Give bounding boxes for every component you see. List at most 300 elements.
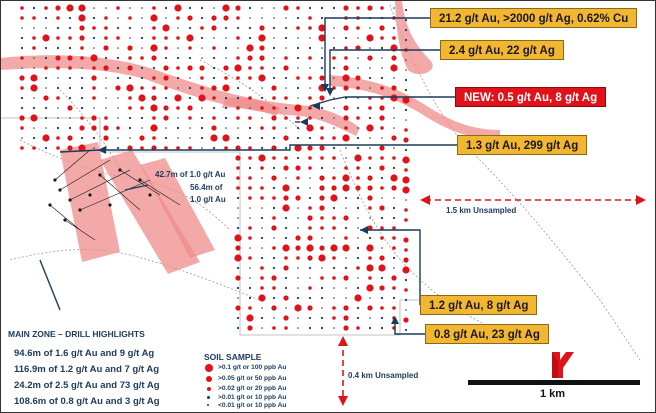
soil-sample-point xyxy=(306,244,313,251)
soil-sample-point xyxy=(284,326,288,330)
soil-sample-point xyxy=(42,34,49,41)
soil-sample-point xyxy=(259,25,264,30)
soil-sample-point xyxy=(225,97,227,99)
soil-sample-point xyxy=(188,46,192,50)
soil-sample-point xyxy=(297,67,299,69)
soil-sample-point xyxy=(213,37,215,39)
soil-sample-point xyxy=(44,66,48,70)
soil-sample-point xyxy=(333,7,335,9)
soil-sample-point xyxy=(393,127,395,129)
soil-sample-point xyxy=(81,77,83,79)
soil-sample-point xyxy=(381,57,383,59)
soil-sample-point xyxy=(236,176,240,180)
soil-sample-point xyxy=(177,77,179,79)
soil-sample-point xyxy=(261,117,263,119)
soil-sample-point xyxy=(381,177,383,179)
soil-sample-point xyxy=(141,127,143,129)
soil-sample-point xyxy=(249,167,251,169)
soil-sample-point xyxy=(381,277,383,279)
soil-sample-point xyxy=(115,85,120,90)
soil-sample-point xyxy=(345,287,347,289)
soil-sample-point xyxy=(261,227,263,229)
soil-sample-point xyxy=(283,315,288,320)
soil-sample-point xyxy=(284,96,288,100)
soil-sample-point xyxy=(297,287,299,289)
soil-sample-point xyxy=(248,176,252,180)
soil-sample-point xyxy=(151,55,156,60)
soil-sample-point xyxy=(285,147,287,149)
soil-sample-point xyxy=(237,327,239,329)
soil-sample-point xyxy=(127,45,132,50)
legend-dot-small xyxy=(207,387,211,391)
soil-sample-point xyxy=(273,187,275,189)
soil-sample-point xyxy=(199,65,204,70)
soil-sample-point xyxy=(405,19,407,21)
soil-sample-point xyxy=(333,37,335,39)
soil-sample-point xyxy=(201,57,203,59)
soil-sample-point xyxy=(177,127,179,129)
soil-sample-point xyxy=(381,137,383,139)
soil-sample-point xyxy=(127,65,132,70)
soil-sample-point xyxy=(354,154,361,161)
soil-sample-point xyxy=(259,55,264,60)
soil-sample-point xyxy=(189,127,191,129)
soil-sample-point xyxy=(177,47,179,49)
soil-sample-point xyxy=(200,86,204,90)
soil-sample-point xyxy=(333,267,335,269)
soil-sample-point xyxy=(332,256,336,260)
soil-sample-point xyxy=(369,297,371,299)
soil-sample-point xyxy=(57,87,59,89)
soil-sample-point xyxy=(152,36,156,40)
soil-sample-point xyxy=(369,237,371,239)
soil-sample-point xyxy=(309,277,311,279)
soil-sample-point xyxy=(69,127,71,129)
soil-sample-point xyxy=(343,105,348,110)
drill-highlights-title: MAIN ZONE – DRILL HIGHLIGHTS xyxy=(8,329,145,339)
soil-sample-point xyxy=(368,156,372,160)
soil-sample-point xyxy=(237,127,239,129)
soil-sample-point xyxy=(141,47,143,49)
soil-sample-point xyxy=(33,107,35,109)
soil-sample-point xyxy=(117,17,119,19)
soil-sample-point xyxy=(319,145,324,150)
soil-sample-point xyxy=(381,47,383,49)
soil-sample-point xyxy=(356,166,360,170)
soil-sample-point xyxy=(43,95,48,100)
soil-sample-point xyxy=(405,69,407,71)
soil-sample-point xyxy=(141,67,143,69)
soil-sample-point xyxy=(369,327,371,329)
soil-sample-point xyxy=(248,196,252,200)
soil-sample-point xyxy=(44,6,48,10)
soil-sample-point xyxy=(117,137,119,139)
soil-sample-point xyxy=(308,96,312,100)
soil-sample-point xyxy=(333,127,335,129)
soil-sample-point xyxy=(189,77,191,79)
soil-sample-point xyxy=(309,327,311,329)
soil-sample-point xyxy=(379,105,384,110)
soil-sample-point xyxy=(354,294,361,301)
soil-sample-point xyxy=(249,137,251,139)
soil-sample-point xyxy=(308,226,312,230)
soil-sample-point xyxy=(393,217,395,219)
north-arrow-icon xyxy=(552,352,574,378)
soil-sample-point xyxy=(343,5,348,10)
soil-sample-point xyxy=(273,257,275,259)
soil-sample-point xyxy=(21,47,23,49)
soil-sample-point xyxy=(57,47,59,49)
soil-sample-point xyxy=(57,127,59,129)
soil-sample-point xyxy=(296,116,300,120)
soil-sample-point xyxy=(237,267,239,269)
soil-sample-point xyxy=(273,167,275,169)
soil-sample-point xyxy=(176,146,180,150)
soil-sample-point xyxy=(117,47,119,49)
soil-sample-point xyxy=(356,6,360,10)
soil-sample-point xyxy=(140,106,144,110)
soil-sample-point xyxy=(369,117,371,119)
soil-sample-point xyxy=(297,57,299,59)
soil-sample-point xyxy=(163,65,168,70)
soil-sample-point xyxy=(201,127,203,129)
soil-sample-point xyxy=(309,87,311,89)
soil-sample-point xyxy=(355,75,360,80)
soil-sample-point xyxy=(273,297,275,299)
soil-sample-point xyxy=(69,87,71,89)
soil-sample-point xyxy=(236,116,240,120)
soil-sample-point xyxy=(92,26,96,30)
soil-sample-point xyxy=(357,207,359,209)
soil-sample-point xyxy=(307,215,312,220)
soil-sample-point xyxy=(296,256,300,260)
soil-sample-point xyxy=(381,247,383,249)
soil-sample-point xyxy=(237,297,239,299)
soil-sample-point xyxy=(357,287,359,289)
soil-sample-point xyxy=(405,59,407,61)
soil-sample-point xyxy=(297,127,299,129)
soil-sample-point xyxy=(105,97,107,99)
soil-sample-point xyxy=(201,17,203,19)
soil-sample-point xyxy=(187,15,192,20)
soil-sample-point xyxy=(369,87,371,89)
soil-sample-point xyxy=(213,67,215,69)
soil-sample-point xyxy=(405,279,407,281)
soil-sample-point xyxy=(282,244,289,251)
soil-sample-point xyxy=(344,46,348,50)
soil-sample-point xyxy=(321,267,323,269)
soil-sample-point xyxy=(333,117,335,119)
soil-sample-point xyxy=(93,7,95,9)
soil-sample-point xyxy=(189,137,191,139)
soil-sample-point xyxy=(237,207,239,209)
soil-sample-point xyxy=(261,317,263,319)
soil-sample-point xyxy=(296,76,300,80)
soil-sample-point xyxy=(308,56,312,60)
soil-sample-point xyxy=(404,168,408,172)
soil-sample-point xyxy=(129,137,131,139)
soil-sample-point xyxy=(344,56,348,60)
drill-highlight-4: 108.6m of 0.8 g/t Au and 3 g/t Ag xyxy=(14,396,160,407)
soil-sample-point xyxy=(261,87,263,89)
soil-sample-point xyxy=(176,106,180,110)
soil-sample-point xyxy=(236,76,240,80)
soil-sample-point xyxy=(403,257,408,262)
soil-sample-point xyxy=(380,6,384,10)
soil-sample-point xyxy=(139,135,144,140)
soil-sample-point xyxy=(309,177,311,179)
soil-sample-point xyxy=(404,248,408,252)
soil-sample-point xyxy=(285,307,287,309)
soil-sample-point xyxy=(237,97,239,99)
soil-sample-point xyxy=(42,134,49,141)
soil-sample-point xyxy=(356,176,360,180)
soil-sample-point xyxy=(368,106,372,110)
soil-sample-point xyxy=(20,146,24,150)
soil-sample-point xyxy=(342,174,349,181)
soil-sample-point xyxy=(297,37,299,39)
soil-sample-point xyxy=(117,97,119,99)
soil-sample-point xyxy=(105,87,107,89)
soil-sample-point xyxy=(404,288,408,292)
soil-sample-point xyxy=(380,226,384,230)
soil-sample-point xyxy=(260,266,264,270)
soil-sample-point xyxy=(19,75,24,80)
soil-sample-point xyxy=(235,305,240,310)
soil-sample-point xyxy=(248,226,252,230)
callout-assay-new: NEW: 0.5 g/t Au, 8 g/t Ag xyxy=(455,87,606,107)
soil-sample-point xyxy=(164,36,168,40)
soil-sample-point xyxy=(273,7,275,9)
soil-sample-point xyxy=(45,117,47,119)
soil-sample-point xyxy=(367,5,372,10)
soil-sample-point xyxy=(104,36,108,40)
soil-sample-point xyxy=(249,27,251,29)
soil-sample-point xyxy=(345,147,347,149)
soil-sample-point xyxy=(223,15,228,20)
soil-sample-point xyxy=(33,57,35,59)
soil-sample-point xyxy=(105,57,107,59)
soil-sample-point xyxy=(308,26,312,30)
soil-sample-point xyxy=(33,127,35,129)
soil-sample-point xyxy=(66,4,73,11)
soil-sample-point xyxy=(117,67,119,69)
soil-sample-point xyxy=(405,119,407,121)
soil-sample-point xyxy=(381,67,383,69)
soil-sample-point xyxy=(234,254,241,261)
soil-sample-point xyxy=(321,47,323,49)
scale-bar xyxy=(468,380,640,385)
soil-sample-point xyxy=(117,27,119,29)
soil-sample-point xyxy=(150,124,157,131)
soil-sample-point xyxy=(249,7,251,9)
soil-sample-point xyxy=(333,27,335,29)
soil-sample-point xyxy=(333,287,335,289)
soil-sample-point xyxy=(297,187,299,189)
soil-sample-point xyxy=(177,137,179,139)
soil-sample-point xyxy=(284,116,288,120)
soil-sample-point xyxy=(366,244,373,251)
soil-sample-point xyxy=(20,16,24,20)
soil-sample-point xyxy=(392,236,396,240)
soil-sample-point xyxy=(211,25,216,30)
soil-sample-point xyxy=(78,14,85,21)
soil-sample-point xyxy=(283,195,288,200)
soil-sample-point xyxy=(342,134,349,141)
soil-sample-point xyxy=(177,117,179,119)
soil-sample-point xyxy=(140,56,144,60)
soil-sample-point xyxy=(117,77,119,79)
soil-sample-point xyxy=(235,5,240,10)
soil-sample-point xyxy=(222,134,229,141)
soil-sample-point xyxy=(93,47,95,49)
soil-sample-point xyxy=(92,86,96,90)
soil-sample-point xyxy=(333,147,335,149)
soil-sample-point xyxy=(283,165,288,170)
soil-sample-point xyxy=(248,76,252,80)
soil-sample-point xyxy=(332,276,336,280)
soil-sample-point xyxy=(405,79,407,81)
soil-sample-point xyxy=(80,116,84,120)
soil-sample-point xyxy=(330,244,337,251)
soil-sample-point xyxy=(344,236,348,240)
soil-sample-point xyxy=(260,126,264,130)
soil-sample-point xyxy=(140,146,144,150)
soil-sample-point xyxy=(138,94,145,101)
soil-sample-point xyxy=(308,286,312,290)
soil-sample-point xyxy=(188,116,192,120)
soil-sample-point xyxy=(249,17,251,19)
soil-sample-point xyxy=(261,147,263,149)
soil-sample-point xyxy=(237,287,239,289)
soil-sample-point xyxy=(285,177,287,179)
soil-sample-point xyxy=(259,45,264,50)
soil-sample-point xyxy=(128,56,132,60)
soil-sample-point xyxy=(164,46,168,50)
soil-sample-point xyxy=(320,226,324,230)
soil-sample-point xyxy=(212,116,216,120)
soil-sample-point xyxy=(297,227,299,229)
soil-sample-point xyxy=(141,77,143,79)
soil-sample-point xyxy=(236,106,240,110)
soil-sample-point xyxy=(356,116,360,120)
legend-dot-large xyxy=(205,364,213,372)
legend-dot-navy xyxy=(207,396,210,399)
soil-sample-point xyxy=(379,285,384,290)
soil-sample-point xyxy=(32,16,36,20)
soil-sample-point xyxy=(222,4,229,11)
soil-sample-point xyxy=(309,317,311,319)
soil-sample-point xyxy=(249,247,251,249)
soil-sample-point xyxy=(356,326,360,330)
soil-sample-point xyxy=(294,304,301,311)
soil-sample-point xyxy=(345,37,347,39)
soil-sample-point xyxy=(103,135,108,140)
soil-sample-point xyxy=(345,267,347,269)
soil-sample-point xyxy=(309,267,311,269)
soil-sample-point xyxy=(366,264,373,271)
soil-sample-point xyxy=(333,297,335,299)
soil-sample-point xyxy=(283,65,288,70)
soil-sample-point xyxy=(210,134,217,141)
soil-sample-point xyxy=(272,216,276,220)
soil-sample-point xyxy=(402,266,409,273)
soil-sample-point xyxy=(249,207,251,209)
soil-sample-point xyxy=(237,87,239,89)
soil-sample-point xyxy=(116,6,120,10)
soil-sample-point xyxy=(320,156,324,160)
soil-sample-point xyxy=(379,145,384,150)
soil-sample-point xyxy=(152,76,156,80)
soil-sample-point xyxy=(103,65,108,70)
soil-sample-point xyxy=(391,135,396,140)
soil-sample-point xyxy=(402,156,409,163)
soil-sample-point xyxy=(141,17,143,19)
soil-sample-point xyxy=(332,306,336,310)
soil-sample-point xyxy=(80,46,84,50)
soil-sample-point xyxy=(405,149,407,151)
soil-sample-point xyxy=(201,7,203,9)
soil-sample-point xyxy=(393,27,395,29)
soil-sample-point xyxy=(273,207,275,209)
soil-sample-point xyxy=(308,206,312,210)
soil-sample-point xyxy=(30,114,37,121)
soil-sample-point xyxy=(223,65,228,70)
soil-sample-point xyxy=(331,185,336,190)
soil-sample-point xyxy=(333,47,335,49)
soil-sample-point xyxy=(55,5,60,10)
soil-sample-point xyxy=(20,6,24,10)
soil-sample-point xyxy=(129,77,131,79)
soil-sample-point xyxy=(319,205,324,210)
soil-sample-point xyxy=(165,137,167,139)
soil-sample-point xyxy=(213,77,215,79)
soil-sample-point xyxy=(260,196,264,200)
soil-sample-point xyxy=(45,147,47,149)
soil-sample-point xyxy=(284,256,288,260)
soil-sample-point xyxy=(380,306,384,310)
soil-sample-point xyxy=(212,96,216,100)
soil-sample-point xyxy=(30,84,37,91)
soil-sample-point xyxy=(285,287,287,289)
soil-sample-point xyxy=(69,117,71,119)
soil-sample-point xyxy=(261,327,263,329)
soil-sample-point xyxy=(129,127,131,129)
soil-sample-point xyxy=(391,185,396,190)
soil-sample-point xyxy=(381,197,383,199)
soil-sample-point xyxy=(272,286,276,290)
soil-sample-point xyxy=(273,317,275,319)
soil-sample-point xyxy=(165,127,167,129)
soil-sample-point xyxy=(296,26,300,30)
soil-sample-point xyxy=(321,107,323,109)
soil-sample-point xyxy=(357,107,359,109)
soil-sample-point xyxy=(367,185,372,190)
soil-sample-point xyxy=(369,137,371,139)
callout-assay-3: 1.3 g/t Au, 299 g/t Ag xyxy=(457,135,587,155)
soil-sample-point xyxy=(55,55,60,60)
soil-sample-point xyxy=(261,207,263,209)
soil-sample-point xyxy=(247,55,252,60)
soil-sample-point xyxy=(104,116,108,120)
soil-sample-point xyxy=(30,74,37,81)
unsampled-east-label: 1.5 km Unsampled xyxy=(446,206,517,215)
soil-sample-point xyxy=(45,107,47,109)
soil-sample-point xyxy=(246,44,253,51)
soil-sample-point xyxy=(380,236,384,240)
soil-sample-point xyxy=(69,17,71,19)
soil-sample-point xyxy=(368,276,372,280)
